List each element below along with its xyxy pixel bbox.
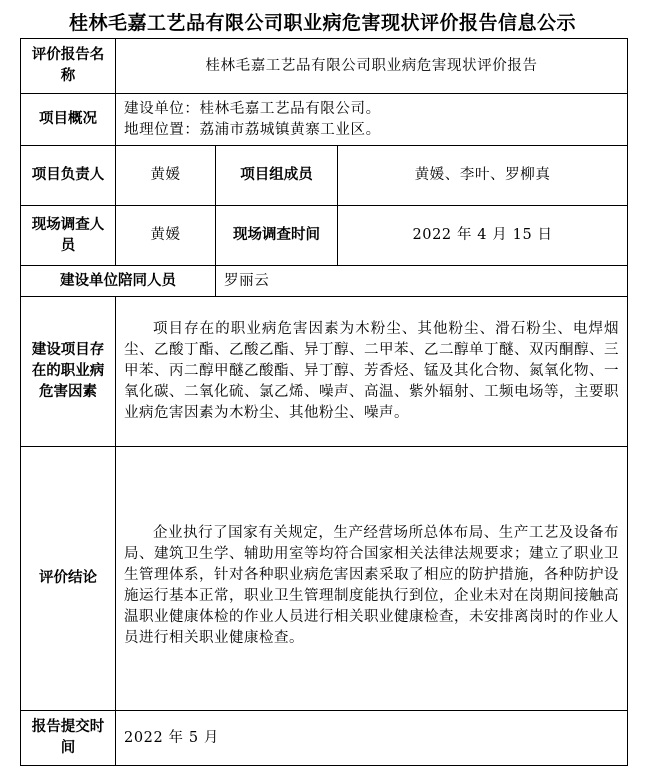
accompanying-label: 建设单位陪同人员 [21,266,216,297]
site-investigators-value: 黄媛 [116,206,216,266]
hazards-text: 项目存在的职业病危害因素为木粉尘、其他粉尘、滑石粉尘、电焊烟尘、乙酸丁酯、乙酸乙酯、异丁醇、二甲苯、乙二醇单丁醚、双丙酮醇、三甲苯、丙二醇甲醚乙酸酯、异丁醇、芳香烃、锰及其化合物、氮氧化物、一氧化碳、二氧化硫、氯乙烯、噪声、高温、紫外辐射、工频电场等，主要职业病危害因素为木粉尘、其他粉尘、噪声。 [116,297,628,447]
submit-time-value: 2022 年 5 月 [116,711,628,766]
report-name-value: 桂林毛嘉工艺品有限公司职业病危害现状评价报告 [116,39,628,94]
conclusion-text: 企业执行了国家有关规定，生产经营场所总体布局、生产工艺及设备布局、建筑卫生学、辅助用室等均符合国家相关法律法规要求；建立了职业卫生管理体系，针对各种职业病危害因素采取了相应的防护措施，各种防护设施运行基本正常，职业卫生管理制度能执行到位，企业未对在岗期间接触高温职业健康体检的作业人员进行相关职业健康检查，未安排离岗时的作业人员进行相关职业健康检查。 [116,447,628,711]
survey-time-value: 2022 年 4 月 15 日 [338,206,628,266]
row-hazards [21,297,628,447]
survey-time-label: 现场调查时间 [216,206,338,266]
row-project-leader [21,146,628,206]
location-text: 地理位置：荔浦市荔城镇黄寨工业区。 [124,121,381,138]
accompanying-value: 罗丽云 [216,266,628,297]
info-table [20,38,628,766]
overview-label: 项目概况 [21,94,116,146]
conclusion-label: 评价结论 [21,447,116,711]
team-members-value: 黄媛、李叶、罗柳真 [338,146,628,206]
hazards-label: 建设项目存在的职业病危害因素 [21,297,116,447]
row-submit-time [21,711,628,766]
page-title: 桂林毛嘉工艺品有限公司职业病危害现状评价报告信息公示 [68,12,576,34]
site-investigators-label: 现场调查人员 [21,206,116,266]
overview-value [116,94,628,146]
row-report-name [21,39,628,94]
project-leader-value: 黄媛 [116,146,216,206]
report-name-label: 评价报告名称 [21,39,116,94]
row-accompanying [21,266,628,297]
row-site-survey [21,206,628,266]
team-members-label: 项目组成员 [216,146,338,206]
row-overview [21,94,628,146]
row-conclusion [21,447,628,711]
project-leader-label: 项目负责人 [21,146,116,206]
submit-time-label: 报告提交时间 [21,711,116,766]
construction-unit-text: 建设单位：桂林毛嘉工艺品有限公司。 [124,100,381,117]
